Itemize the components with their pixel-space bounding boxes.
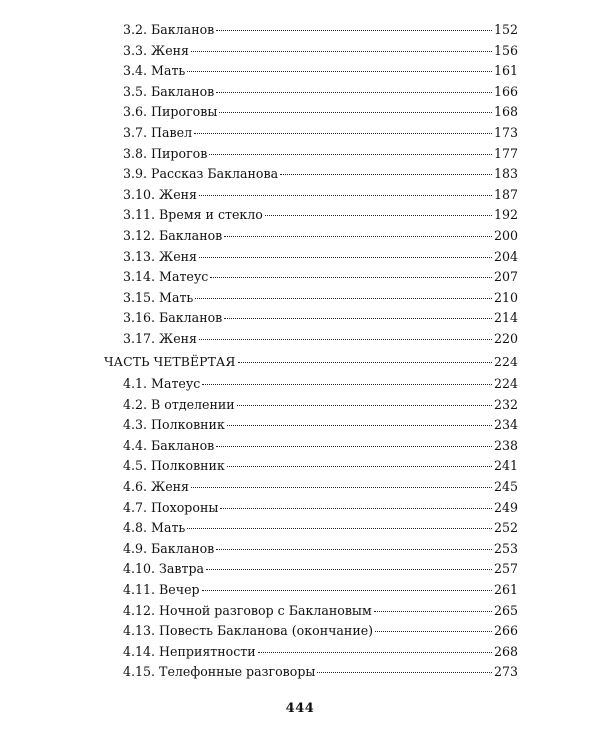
- toc-entry: [123, 539, 518, 560]
- toc-entry: [123, 436, 518, 457]
- toc-entry-title: Вечер: [159, 582, 200, 598]
- toc-entry-title: Мать: [151, 63, 186, 79]
- toc-entry: [123, 61, 518, 82]
- toc-entry-number: 4.8.: [123, 520, 148, 536]
- toc-entry: [123, 226, 518, 247]
- toc-entry-number: 3.4.: [123, 63, 148, 79]
- toc-entry-title: Ночной разговор с Баклановым: [159, 602, 372, 618]
- toc-entry: [123, 559, 518, 580]
- toc-entry: [123, 601, 518, 622]
- toc-entry-page: 238: [493, 437, 518, 453]
- toc-entry: [123, 498, 518, 519]
- dot-leader: [199, 339, 492, 340]
- toc-entry-page: 261: [493, 582, 518, 598]
- toc-entry-page: 173: [493, 124, 518, 140]
- table-of-contents: [0, 20, 600, 683]
- toc-entry-page: 152: [493, 22, 518, 37]
- toc-entry-number: 4.10.: [123, 561, 156, 577]
- dot-leader: [224, 318, 492, 319]
- toc-entry-title: Время и стекло: [159, 207, 263, 223]
- toc-entry: [123, 82, 518, 103]
- toc-entry-page: 273: [493, 664, 518, 680]
- dot-leader: [210, 277, 492, 278]
- dot-leader: [216, 549, 492, 550]
- toc-entry: [123, 267, 518, 288]
- toc-entry-title: Мать: [159, 289, 194, 305]
- toc-entry: [123, 288, 518, 309]
- toc-entry-number: 3.2.: [123, 22, 148, 37]
- toc-entry-title: Полковник: [151, 417, 225, 433]
- dot-leader: [374, 611, 492, 612]
- toc-entry-number: 4.3.: [123, 417, 148, 433]
- toc-entry-title: Неприятности: [159, 643, 256, 659]
- toc-entry-title: Павел: [151, 124, 193, 140]
- dot-leader: [199, 195, 492, 196]
- toc-entry-page: 204: [493, 248, 518, 264]
- toc-entry-page: 252: [493, 520, 518, 536]
- dot-leader: [191, 487, 492, 488]
- toc-entry-title: Женя: [151, 42, 189, 58]
- toc-entry-title: Бакланов: [151, 437, 215, 453]
- toc-entry-number: 4.7.: [123, 499, 148, 515]
- toc-entry-title: Женя: [159, 186, 197, 202]
- dot-leader: [224, 236, 492, 237]
- toc-entry: [123, 580, 518, 601]
- toc-entry-number: 4.11.: [123, 582, 156, 598]
- toc-entry: [123, 477, 518, 498]
- toc-entry: [123, 642, 518, 663]
- toc-entry: [123, 374, 518, 395]
- toc-entry-number: 3.13.: [123, 248, 156, 264]
- toc-entry-page: 232: [493, 396, 518, 412]
- toc-entry-page: 234: [493, 417, 518, 433]
- dot-leader: [191, 51, 492, 52]
- dot-leader: [187, 528, 492, 529]
- toc-entry-title: Бакланов: [151, 22, 215, 37]
- toc-entry-title: Пирогов: [151, 145, 208, 161]
- toc-entry-number: 4.9.: [123, 540, 148, 556]
- toc-entry: [123, 205, 518, 226]
- toc-entry: [123, 41, 518, 62]
- toc-entry-page: 183: [493, 166, 518, 182]
- toc-entry-number: 3.15.: [123, 289, 156, 305]
- dot-leader: [265, 215, 492, 216]
- toc-entry-page: 161: [493, 63, 518, 79]
- toc-entry-number: 3.14.: [123, 269, 156, 285]
- toc-entry-page: 257: [493, 561, 518, 577]
- toc-entry-number: 3.11.: [123, 207, 156, 223]
- dot-leader: [216, 30, 492, 31]
- toc-entry: [123, 395, 518, 416]
- toc-entry-title: Пироговы: [151, 104, 218, 120]
- toc-entry-number: 3.17.: [123, 330, 156, 346]
- toc-entry-number: 4.13.: [123, 623, 156, 639]
- toc-part-heading: [104, 352, 518, 373]
- toc-entry-page: 156: [493, 42, 518, 58]
- toc-entry-title: Бакланов: [159, 310, 223, 326]
- toc-entry-number: 4.12.: [123, 602, 156, 618]
- toc-entry-number: 4.1.: [123, 376, 148, 392]
- dot-leader: [227, 425, 492, 426]
- toc-entry-page: 187: [493, 186, 518, 202]
- toc-entry: [123, 102, 518, 123]
- toc-entry-title: Бакланов: [151, 540, 215, 556]
- toc-entry-page: 210: [493, 289, 518, 305]
- toc-entry-number: 3.10.: [123, 186, 156, 202]
- toc-entry: [123, 247, 518, 268]
- toc-entry-title: Рассказ Бакланова: [151, 166, 279, 182]
- toc-entry-number: 4.6.: [123, 479, 148, 495]
- toc-entry: [123, 164, 518, 185]
- dot-leader: [216, 446, 492, 447]
- toc-entry-number: 4.14.: [123, 643, 156, 659]
- toc-entry-number: 3.12.: [123, 227, 156, 243]
- toc-entry-number: 3.6.: [123, 104, 148, 120]
- toc-entry: [123, 456, 518, 477]
- toc-entry-title: Бакланов: [159, 227, 223, 243]
- toc-entry-number: 3.9.: [123, 166, 148, 182]
- toc-entry: [123, 123, 518, 144]
- toc-entry-number: 3.5.: [123, 83, 148, 99]
- toc-entry-page: 265: [493, 602, 518, 618]
- toc-entry: [123, 621, 518, 642]
- toc-entry-number: 4.2.: [123, 396, 148, 412]
- dot-leader: [280, 174, 492, 175]
- toc-entry-number: 4.4.: [123, 437, 148, 453]
- dot-leader: [317, 672, 492, 673]
- toc-entry-title: Завтра: [159, 561, 205, 577]
- toc-entry-page: 266: [493, 623, 518, 639]
- toc-entry-title: Женя: [159, 330, 197, 346]
- toc-entry-page: 166: [493, 83, 518, 99]
- toc-entry-title: Мать: [151, 520, 186, 536]
- dot-leader: [375, 631, 492, 632]
- toc-entry-title: Матеус: [159, 269, 209, 285]
- toc-entry-number: 4.15.: [123, 664, 156, 680]
- dot-leader: [202, 590, 492, 591]
- toc-entry-page: 268: [493, 643, 518, 659]
- toc-entry-page: 168: [493, 104, 518, 120]
- toc-entry: [123, 20, 518, 41]
- dot-leader: [206, 569, 492, 570]
- dot-leader: [194, 133, 492, 134]
- toc-entry-page: 207: [493, 269, 518, 285]
- toc-entry-number: 4.5.: [123, 458, 148, 474]
- toc-entry-title: Женя: [159, 248, 197, 264]
- toc-entry: [123, 308, 518, 329]
- toc-entry-number: 3.16.: [123, 310, 156, 326]
- dot-leader: [199, 257, 492, 258]
- toc-entry-title: В отделении: [151, 396, 235, 412]
- toc-entry: [123, 415, 518, 436]
- dot-leader: [237, 405, 492, 406]
- toc-entry-title: Матеус: [151, 376, 201, 392]
- dot-leader: [238, 362, 493, 363]
- toc-entry-title: Полковник: [151, 458, 225, 474]
- toc-entry-title: Телефонные разговоры: [159, 664, 316, 680]
- dot-leader: [195, 298, 492, 299]
- toc-entry-number: 3.8.: [123, 145, 148, 161]
- toc-entry: [123, 185, 518, 206]
- toc-entry-page: 192: [493, 207, 518, 223]
- dot-leader: [209, 154, 492, 155]
- toc-entry-title: Похороны: [151, 499, 219, 515]
- toc-entry: [123, 662, 518, 683]
- dot-leader: [219, 112, 492, 113]
- toc-entry-title: Бакланов: [151, 83, 215, 99]
- dot-leader: [216, 92, 492, 93]
- page-number: 444: [285, 701, 315, 716]
- toc-entry-page: 253: [493, 540, 518, 556]
- toc-entry-number: 3.7.: [123, 124, 148, 140]
- toc-entry-page: 249: [493, 499, 518, 515]
- dot-leader: [202, 384, 492, 385]
- toc-entry-title: Повесть Бакланова (окончание): [159, 623, 374, 639]
- toc-entry-page: 224: [494, 353, 518, 369]
- toc-entry: [123, 518, 518, 539]
- dot-leader: [220, 508, 492, 509]
- dot-leader: [187, 71, 492, 72]
- toc-entry-page: 200: [493, 227, 518, 243]
- toc-entry: [123, 144, 518, 165]
- toc-entry-page: 220: [493, 330, 518, 346]
- toc-entry: [123, 329, 518, 350]
- toc-entry-page: 241: [493, 458, 518, 474]
- toc-entry-number: 3.3.: [123, 42, 148, 58]
- toc-entry-page: 224: [493, 376, 518, 392]
- dot-leader: [227, 466, 492, 467]
- toc-entry-page: 214: [493, 310, 518, 326]
- dot-leader: [258, 652, 492, 653]
- toc-entry-title: ЧАСТЬ ЧЕТВЁРТАЯ: [104, 353, 236, 369]
- toc-entry-page: 177: [493, 145, 518, 161]
- toc-entry-page: 245: [493, 479, 518, 495]
- toc-entry-title: Женя: [151, 479, 189, 495]
